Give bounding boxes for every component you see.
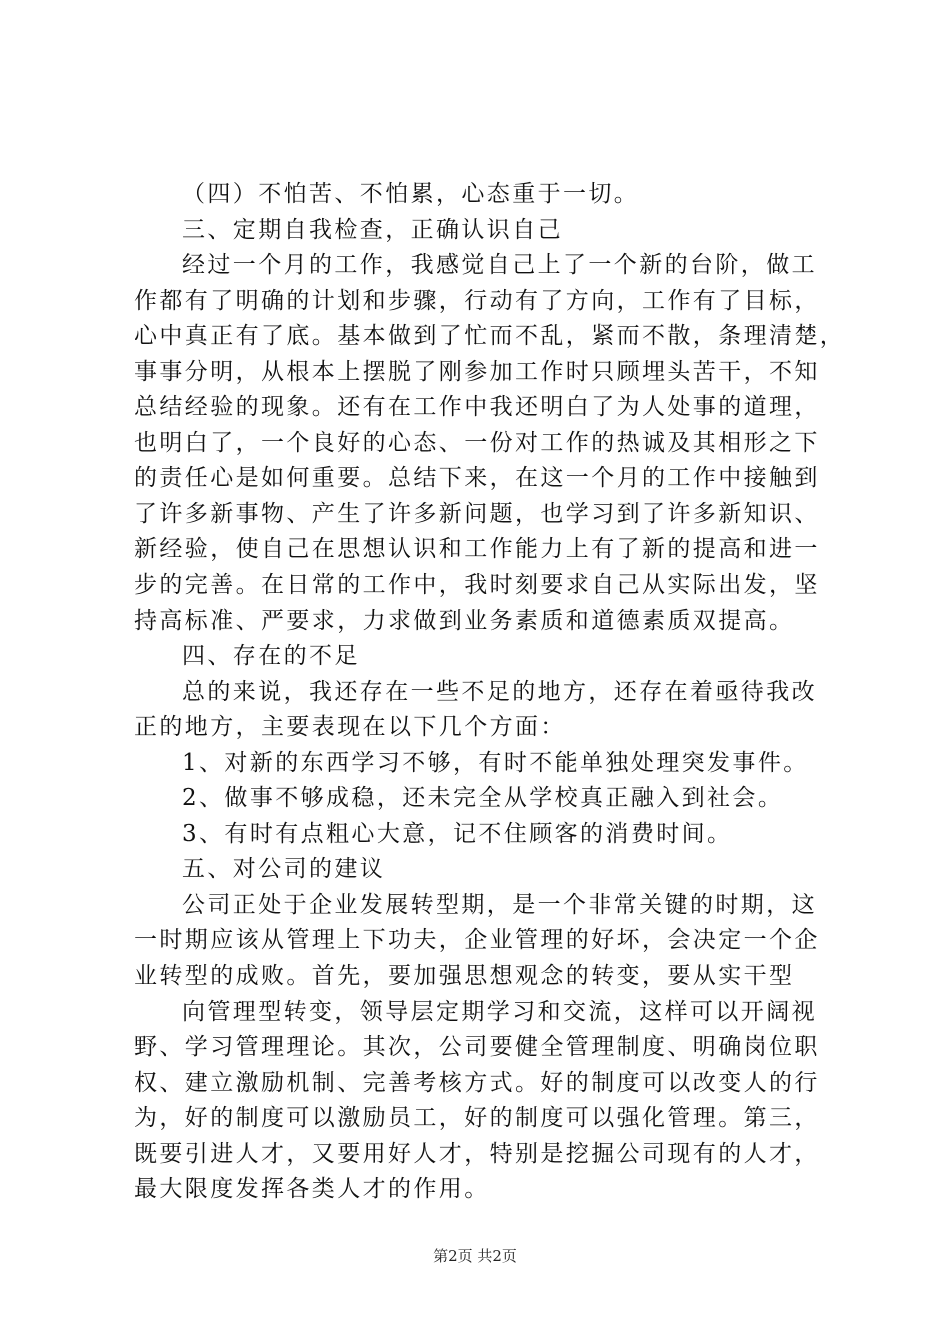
text-line: 为，好的制度可以激励员工，好的制度可以强化管理。第三， bbox=[134, 1105, 820, 1132]
document-body bbox=[134, 177, 850, 1208]
text-line: 经过一个月的工作，我感觉自己上了一个新的台阶，做工 bbox=[182, 252, 817, 279]
text-line: 作都有了明确的计划和步骤，行动有了方向，工作有了目标， bbox=[134, 287, 820, 314]
text-line: 一时期应该从管理上下功夫，企业管理的好坏，会决定一个企 bbox=[134, 927, 820, 954]
text-line: 事事分明，从根本上摆脱了刚参加工作时只顾埋头苦干，不知 bbox=[134, 358, 820, 385]
text-line: 权、建立激励机制、完善考核方式。好的制度可以改变人的行 bbox=[134, 1069, 820, 1096]
text-line: 四、存在的不足 bbox=[182, 643, 360, 670]
text-line: 向管理型转变，领导层定期学习和交流，这样可以开阔视 bbox=[182, 998, 817, 1025]
text-line: 新经验，使自己在思想认识和工作能力上有了新的提高和进一 bbox=[134, 536, 820, 563]
text-line: 总结经验的现象。还有在工作中我还明白了为人处事的道理， bbox=[134, 394, 820, 421]
text-line: 总的来说，我还存在一些不足的地方，还存在着亟待我改 bbox=[182, 678, 817, 705]
text-line: 持高标准、严要求，力求做到业务素质和道德素质双提高。 bbox=[134, 607, 795, 634]
text-line: 也明白了，一个良好的心态、一份对工作的热诚及其相形之下 bbox=[134, 429, 820, 456]
text-line: 2、做事不够成稳，还未完全从学校真正融入到社会。 bbox=[182, 785, 784, 812]
text-line: 最大限度发挥各类人才的作用。 bbox=[134, 1176, 490, 1203]
text-line: 了许多新事物、产生了许多新问题，也学习到了许多新知识、 bbox=[134, 500, 820, 527]
text-line: 既要引进人才，又要用好人才，特别是挖掘公司现有的人才， bbox=[134, 1140, 820, 1167]
text-line: 的责任心是如何重要。总结下来，在这一个月的工作中接触到 bbox=[134, 465, 820, 492]
text-line: 公司正处于企业发展转型期，是一个非常关键的时期，这 bbox=[182, 891, 817, 918]
text-line: 1、对新的东西学习不够，有时不能单独处理突发事件。 bbox=[182, 749, 809, 776]
text-line: 五、对公司的建议 bbox=[182, 856, 386, 883]
text-line: 野、学习管理理论。其次，公司要健全管理制度、明确岗位职 bbox=[134, 1034, 820, 1061]
page-footer: 第2页 共2页 bbox=[433, 1247, 517, 1265]
text-line: 业转型的成败。首先，要加强思想观念的转变，要从实干型 bbox=[134, 963, 795, 990]
text-line: 三、定期自我检查，正确认识自己 bbox=[182, 216, 563, 243]
text-line: （四）不怕苦、不怕累，心态重于一切。 bbox=[182, 181, 640, 207]
text-line: 正的地方，主要表现在以下几个方面： bbox=[134, 714, 566, 741]
text-line: 步的完善。在日常的工作中，我时刻要求自己从实际出发，坚 bbox=[134, 572, 820, 599]
text-line: 3、有时有点粗心大意，记不住顾客的消费时间。 bbox=[182, 820, 733, 847]
text-line: 心中真正有了底。基本做到了忙而不乱，紧而不散，条理清楚， bbox=[134, 323, 846, 350]
